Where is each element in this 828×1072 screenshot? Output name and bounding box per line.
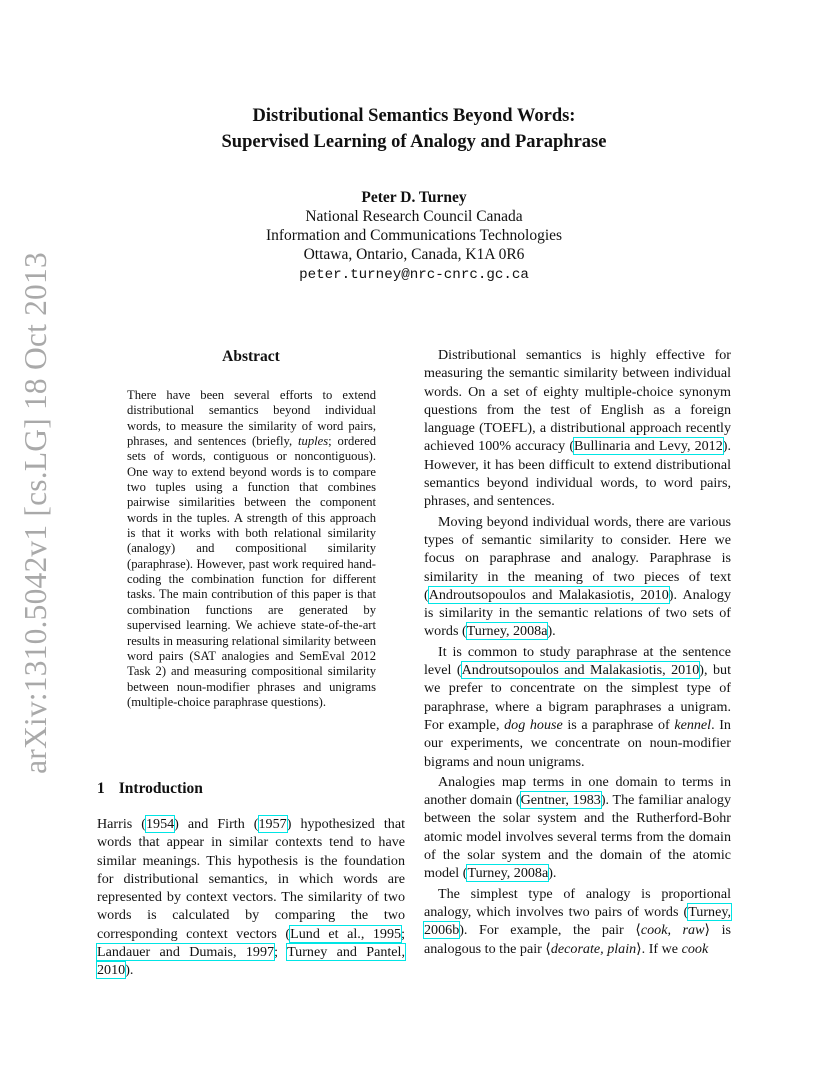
paragraph-text: ⟩ is analogous to the pair ⟨ [424, 922, 731, 957]
author-name: Peter D. Turney [361, 189, 467, 206]
citation-link[interactable]: Turney, 2008a [466, 623, 548, 640]
paragraph-text: ). However, it has been difficult to extend distributional semantics beyond individual words, to word pairs, phrases, and sentences. [424, 438, 731, 510]
citation-link[interactable]: Androutsopoulos and Malakasiotis, 2010 [428, 586, 669, 603]
author-email[interactable]: peter.turney@nrc-cnrc.gc.ca [299, 267, 529, 283]
intro-text: ; [401, 925, 405, 942]
paper-title-line-1: Distributional Semantics Beyond Words: [252, 106, 576, 126]
citation-link[interactable]: 1954 [145, 816, 175, 832]
intro-text: ). [125, 962, 134, 979]
paragraph [424, 346, 731, 511]
intro-text: Harris ( [97, 816, 146, 832]
intro-text: ) and Firth ( [174, 816, 259, 832]
citation-link[interactable]: Turney, 2008a [467, 865, 549, 882]
paragraph-text: ). For example, the pair ⟨ [459, 922, 641, 939]
citation-link[interactable]: Gentner, 1983 [520, 792, 601, 809]
section-heading-introduction [97, 780, 203, 798]
paragraph [424, 643, 731, 771]
paragraph-text: Analogies map terms in one domain to terms in another domain ( [424, 773, 731, 809]
abstract-text-2: ; ordered sets of words, contiguous or noncontiguous). One way to extend beyond words is to compare two tuples using a function that combines pairwise similarities between the component words in the tuples. A strength of this approach is that it works with both relational similarity (analogy) and compositional similarity (paraphrase). However, past work required hand-coding the combination function for different tasks. The main contribution of this paper is that combination functions are generated by supervised learning. We achieve state-of-the-art results in measuring relational similarity between word pairs (SAT analogies and SemEval 2012 Task 2) and measuring compositional similarity between noun-modifier phrases and unigrams (multiple-choice paraphrase questions). [127, 434, 376, 709]
citation-link[interactable]: 1957 [258, 816, 287, 832]
paragraph-text: It is common to study paraphrase at the sentence level ( [424, 643, 731, 679]
citation-link[interactable]: Landauer and Dumais, 1997 [97, 944, 275, 961]
right-column [424, 346, 731, 958]
paragraph [424, 513, 731, 641]
emphasis: cook [681, 940, 709, 957]
emphasis: dog house [504, 716, 563, 733]
emphasis: decorate, plain [550, 940, 637, 957]
paper-title-line-2: Supervised Learning of Analogy and Paraphrase [221, 132, 607, 152]
paragraph-text: ). [548, 865, 557, 882]
emphasis: kennel [674, 716, 712, 733]
paragraph-text: . In our experiments, we concentrate on noun-modifier bigrams and noun unigrams. [424, 716, 731, 770]
abstract-body [127, 388, 376, 710]
paragraph-text: ⟩. If we [636, 940, 682, 957]
paragraph [424, 885, 731, 958]
intro-text: ) hypothesized that words that appear in similar contexts tend to have similar meanings. This hypothesis is the foundation for distributional semantics, in which words are represented by context vectors. The similarity of two words is calculated by comparing the two corresponding context vectors ( [97, 816, 405, 942]
intro-paragraph [97, 815, 405, 980]
emphasis: cook, raw [640, 922, 705, 939]
paragraph-text: ), but we prefer to concentrate on the simplest type of paraphrase, where a bigram paraphrases a unigram. For example, [424, 662, 732, 733]
citation-link[interactable]: Turney, 2006b [424, 903, 731, 939]
paragraph-text: Moving beyond individual words, there are various types of semantic similarity to consider. Here we focus on paraphrase and analogy. Paraphrase is similarity in the meaning of two pieces of text ( [424, 513, 731, 603]
intro-text: ; [274, 944, 288, 961]
abstract-text-1: There have been several efforts to extend distributional semantics beyond individual words, to measure the similarity of word pairs, phrases, and sentences (briefly, [127, 388, 376, 449]
citation-link[interactable]: Lund et al., 1995 [290, 925, 402, 942]
abstract-term-tuples: tuples [298, 434, 329, 449]
paragraph [424, 773, 731, 883]
author-affiliation-1: National Research Council Canada [305, 208, 523, 225]
paragraph-text: ). [547, 623, 556, 640]
citation-link[interactable]: Androutsopoulos and Malakasiotis, 2010 [461, 662, 700, 679]
paragraph-text: Distributional semantics is highly effective for measuring the semantic similarity between individual words. On a set of eighty multiple-choice synonym questions from the test of English as a foreign language (TOEFL), a distributional approach recently achieved 100% accuracy ( [424, 347, 731, 455]
paragraph-text: The simplest type of analogy is proportional analogy, which involves two pairs of words ( [424, 885, 731, 920]
paragraph-text: ). The familiar analogy between the solar system and the Rutherford-Bohr atomic model involves several terms from the domain of the solar system and the domain of the atomic model ( [424, 792, 732, 882]
author-address: Ottawa, Ontario, Canada, K1A 0R6 [303, 246, 525, 263]
section-number: 1 [97, 780, 105, 797]
abstract-heading: Abstract [222, 348, 280, 365]
arxiv-stamp [18, 251, 53, 774]
arxiv-stamp-text: arXiv:1310.5042v1 [cs.LG] 18 Oct 2013 [18, 251, 53, 774]
citation-link[interactable]: Turney and Pantel, 2010 [97, 944, 406, 979]
paragraph-text: is a paraphrase of [562, 716, 675, 733]
author-affiliation-2: Information and Communications Technologies [265, 227, 563, 244]
citation-link[interactable]: Bullinaria and Levy, 2012 [574, 438, 723, 455]
section-title: Introduction [118, 780, 203, 797]
abstract-heading-wrap [97, 346, 405, 368]
paragraph-text: ). Analogy is similarity in the semantic relations of two sets of words ( [424, 586, 732, 640]
